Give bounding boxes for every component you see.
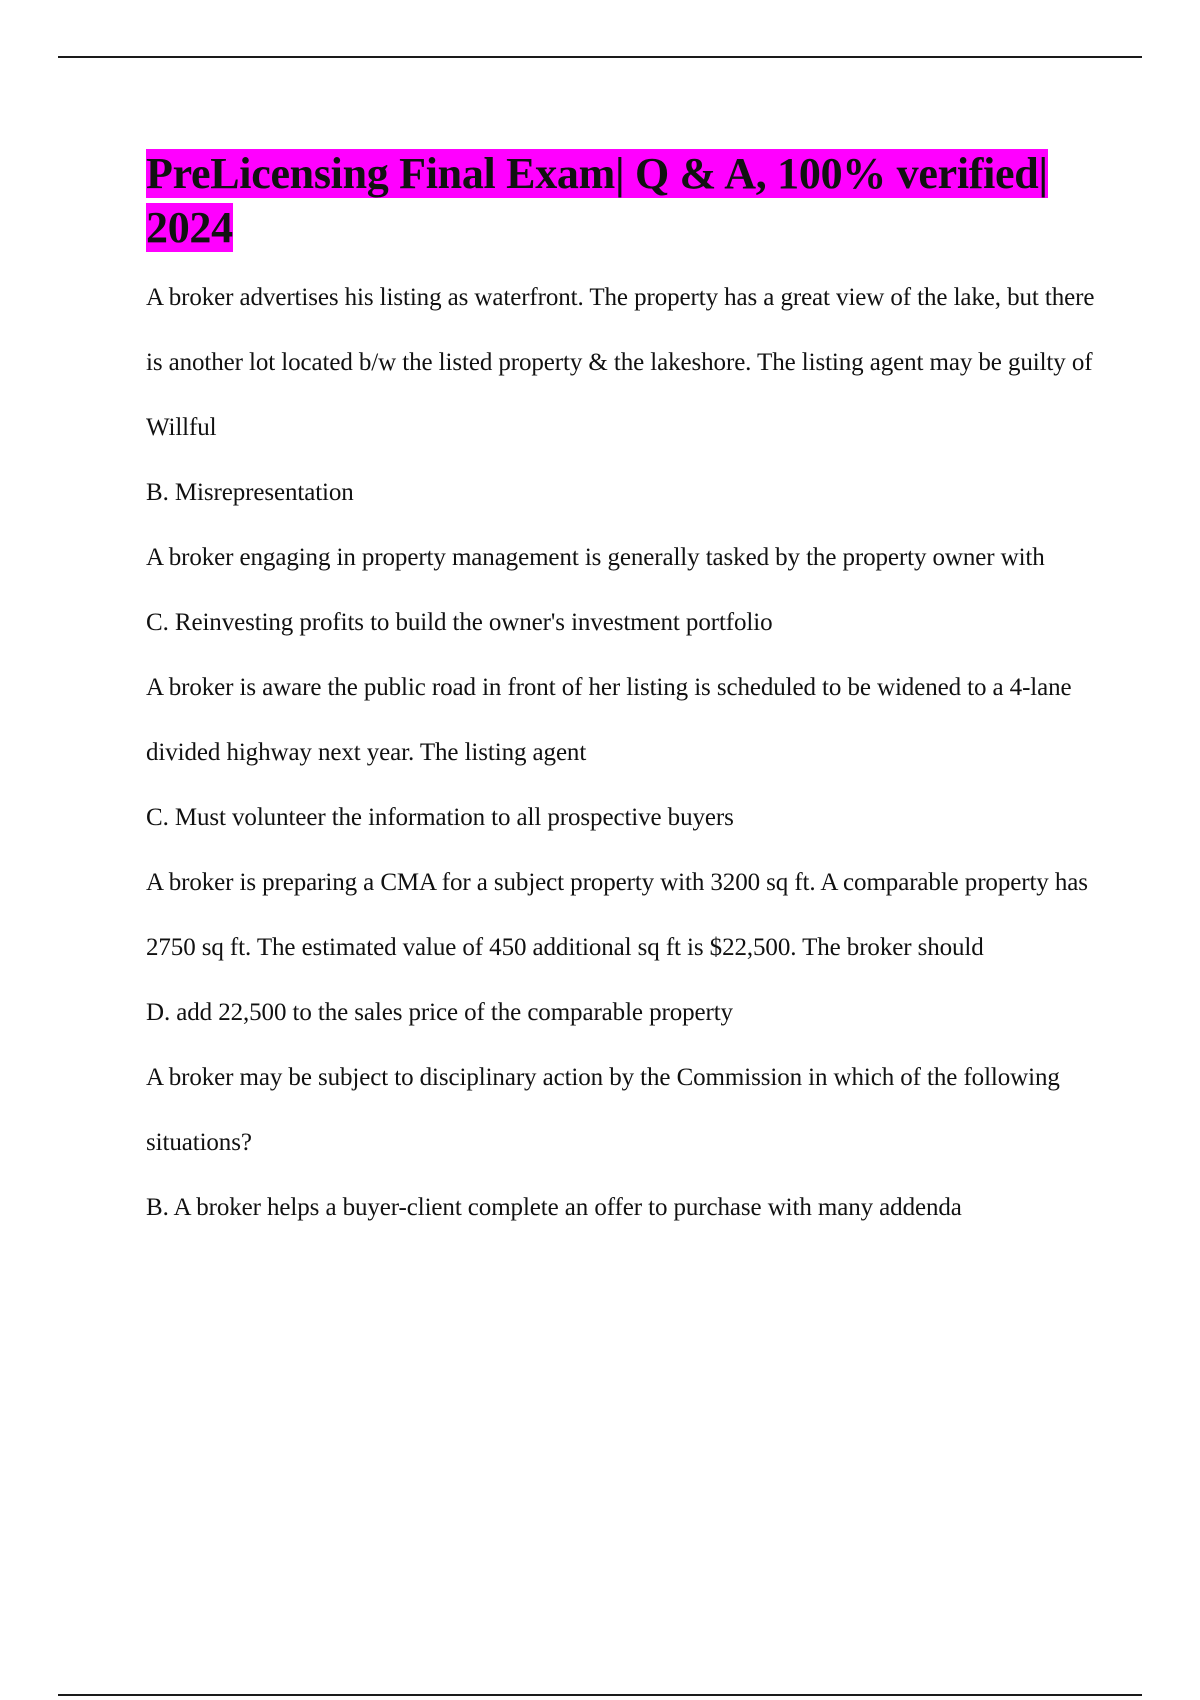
document-title-text: PreLicensing Final Exam| Q & A, 100% verified| 2024 [146,149,1048,252]
answer-5: B. A broker helps a buyer-client complete an offer to purchase with many addenda [146,1194,962,1221]
answer-1: B. Misrepresentation [146,479,354,506]
question-2: A broker engaging in property management is generally tasked by the property owner with [146,544,1045,571]
answer-3: C. Must volunteer the information to all prospective buyers [146,804,734,831]
answer-2: C. Reinvesting profits to build the owner's investment portfolio [146,609,773,636]
document-body [146,147,1096,1240]
question-3: A broker is aware the public road in front of her listing is scheduled to be widened to a 4-lane divided highway next year. The listing agent [146,674,1072,766]
answer-1-line: Willful [146,414,217,441]
document-title [146,147,1096,255]
question-4: A broker is preparing a CMA for a subject property with 3200 sq ft. A comparable property has 2750 sq ft. The estimated value of 450 additional sq ft is $22,500. The broker should [146,869,1088,961]
bottom-rule [58,1694,1142,1696]
answer-4: D. add 22,500 to the sales price of the comparable property [146,999,733,1026]
top-rule [58,56,1142,58]
question-5: A broker may be subject to disciplinary action by the Commission in which of the following situations? [146,1064,1060,1156]
question-1: A broker advertises his listing as waterfront. The property has a great view of the lake, but there is another lot located b/w the listed property & the lakeshore. The listing agent may be guilty of [146,284,1095,376]
